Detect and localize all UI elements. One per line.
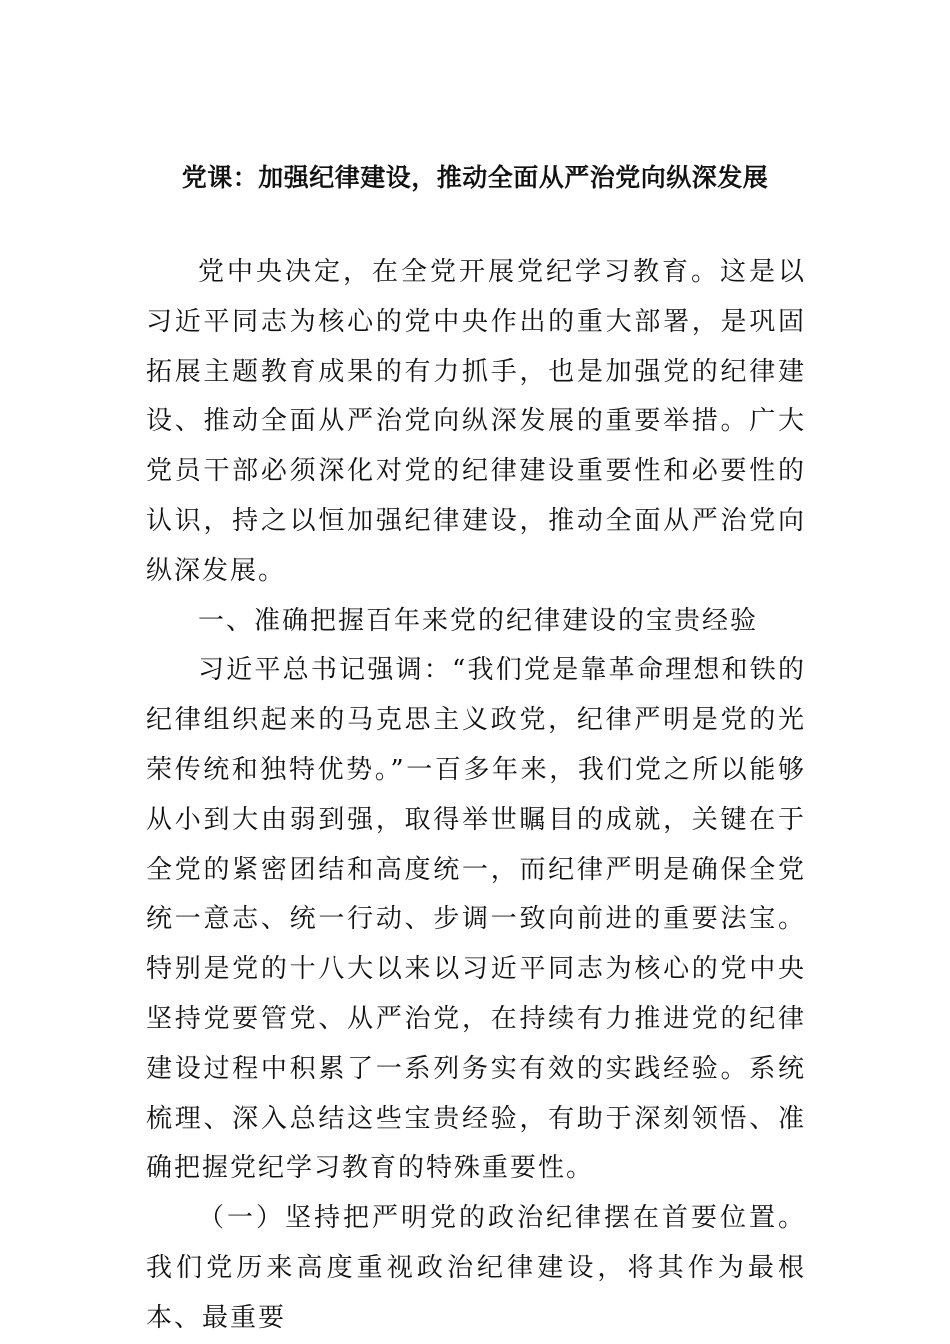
section-heading: 一、准确把握百年来党的纪律建设的宝贵经验 <box>198 605 759 636</box>
document-title: 党课：加强纪律建设，推动全面从严治党向纵深发展 <box>181 163 769 192</box>
paragraph-subsection-1: （一）坚持把严明党的政治纪律摆在首要位置。我们党历来高度重视政治纪律建设，将其作为最根本、最重要 <box>146 1203 806 1333</box>
document-body <box>146 248 806 1344</box>
paragraph-history: 习近平总书记强调：“我们党是靠革命理想和铁的纪律组织起来的马克思主义政党，纪律严明是党的光荣传统和独特优势。”一百多年来，我们党之所以能够从小到大由弱到强，取得举世瞩目的成就，关键在于全党的紧密团结和高度统一，而纪律严明是确保全党统一意志、统一行动、步调一致向前进的重要法宝。特别是党的十八大以来以习近平同志为核心的党中央坚持党要管党、从严治党，在持续有力推进党的纪律建设过程中积累了一系列务实有效的实践经验。系统梳理、深入总结这些宝贵经验，有助于深刻领悟、准确把握党纪学习教育的特殊重要性。 <box>146 655 806 1184</box>
paragraph-intro: 党中央决定，在全党开展党纪学习教育。这是以习近平同志为核心的党中央作出的重大部署，是巩固拓展主题教育成果的有力抓手，也是加强党的纪律建设、推动全面从严治党向纵深发展的重要举措。广大党员干部必须深化对党的纪律建设重要性和必要性的认识，持之以恒加强纪律建设，推动全面从严治党向纵深发展。 <box>146 257 806 586</box>
